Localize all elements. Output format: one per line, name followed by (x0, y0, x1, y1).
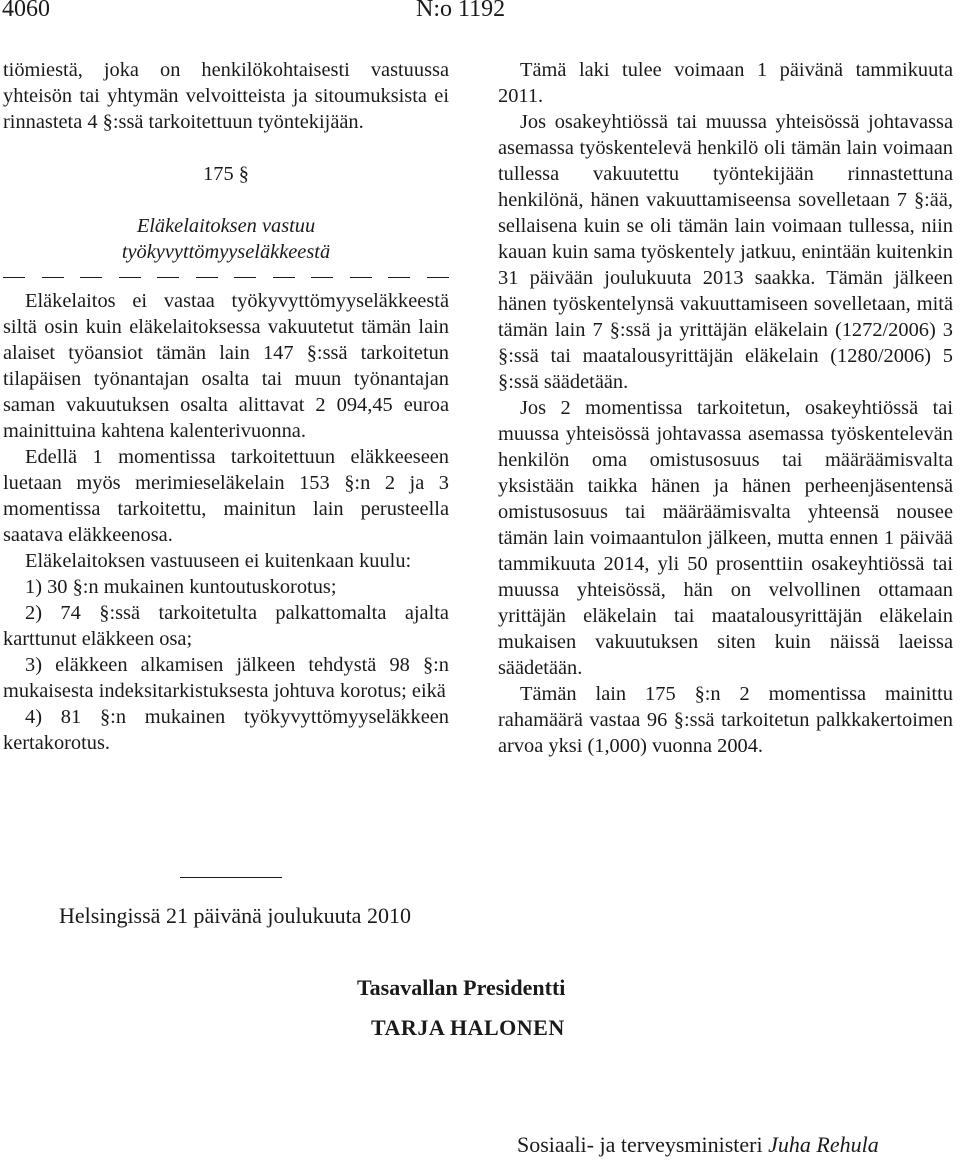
place-date: Helsingissä 21 päivänä joulukuuta 2010 (59, 903, 411, 928)
list-item-4: 4) 81 §:n mukainen työkyvyttömyyseläkkeen kertakorotus. (3, 706, 449, 754)
section-title-line-1: Eläkelaitoksen vastuu (136, 215, 316, 237)
section-separator (3, 277, 449, 278)
list-item-2: 2) 74 §:ssä tarkoitetulta palkattomalta ajalta karttunut eläkkeen osa; (3, 602, 449, 650)
right-paragraph-2: Jos osakeyhtiössä tai muussa yhteisössä johtavassa asemassa työskentelevä henkilö oli tämän lain voimaan tullessa vakuutettu työntekijään rinnastettuna henkilönä, hänen vakuuttamiseensa sovelletaan 7 §:ää, sellaisena kuin se oli tämän lain voimaan tullessa, niin kauan kuin sama työskentely jatkuu, enintään kuitenkin 31 päivään joulukuuta 2013 saakka. Tämän jälkeen hänen työskentelynsä vakuuttamiseen sovelletaan, mitä tämän lain 7 §:ssä ja yrittäjän eläkelain (1272/2006) 3 §:ssä tai maatalousyrittäjän eläkelain (1280/2006) 5 §:ssä säädetään. (498, 111, 953, 393)
president-title: Tasavallan Presidentti (357, 975, 566, 1000)
list-item-3: 3) eläkkeen alkamisen jälkeen tehdystä 98 §:n mukaisesta indeksitarkistuksesta johtuva korotus; eikä (3, 654, 449, 702)
statute-number: N:o 1192 (416, 0, 506, 22)
right-paragraph-4: Tämän lain 175 §:n 2 momentissa mainittu rahamäärä vastaa 96 §:ssä tarkoitetun palkkakertoimen arvoa yksi (1,000) vuonna 2004. (498, 683, 953, 757)
right-paragraph-3: Jos 2 momentissa tarkoitetun, osakeyhtiössä tai muussa yhteisössä johtavassa asemassa työskentelevän henkilön oma omistusosuus tai määräämisvalta yksistään taikka hänen ja hänen perheenjäsentensä omistusosuus tai määräämisvalta yhteensä nousee tämän lain voimaantulon jälkeen, mutta ennen 1 päivää tammikuuta 2014, yli 50 prosenttiin osakeyhtiössä tai muussa yhteisössä, hän on velvollinen ottamaan yrittäjän eläkelain tai maatalousyrittäjän eläkelain mukaisen vakuutuksen siten kuin näissä laeissa säädetään. (498, 397, 953, 679)
minister-signature (517, 1132, 879, 1158)
minister-name: Juha Rehula (768, 1132, 879, 1157)
continuation-paragraph: tiömiestä, joka on henkilökohtaisesti vastuussa yhteisön tai yhtymän velvoitteista ja sitoumuksista ei rinnasteta 4 §:ssä tarkoitettuun työntekijään. (3, 59, 449, 133)
section-title-line-2: työkyvyttömyyseläkkeestä (121, 241, 331, 263)
right-paragraph-1: Tämä laki tulee voimaan 1 päivänä tammikuuta 2011. (498, 59, 953, 107)
minister-title: Sosiaali- ja terveysministeri (517, 1132, 763, 1157)
right-column (498, 57, 953, 759)
paragraph-3: Eläkelaitoksen vastuuseen ei kuitenkaan kuulu: (25, 550, 412, 572)
end-rule (180, 877, 282, 878)
section-number: 175 § (203, 163, 249, 185)
left-column (3, 57, 449, 756)
paragraph-2: Edellä 1 momentissa tarkoitettuun eläkkeeseen luetaan myös merimieseläkelain 153 §:n 2 ja 3 momentissa tarkoitettu, mainitun lain perusteella saatava eläkkeenosa. (3, 446, 449, 546)
paragraph-1: Eläkelaitos ei vastaa työkyvyttömyyseläkkeestä siltä osin kuin eläkelaitoksessa vakuutetut tämän lain alaiset työansiot tämän lain 147 §:ssä tarkoitetun tilapäisen työnantajan osalta tai muun työnantajan saman vakuutuksen osalta alittavat 2 094,45 euroa mainittuina kahtena kalenterivuonna. (3, 290, 449, 442)
page-number: 4060 (2, 0, 50, 22)
list-item-1: 1) 30 §:n mukainen kuntoutuskorotus; (25, 576, 337, 598)
president-name: TARJA HALONEN (371, 1015, 565, 1040)
